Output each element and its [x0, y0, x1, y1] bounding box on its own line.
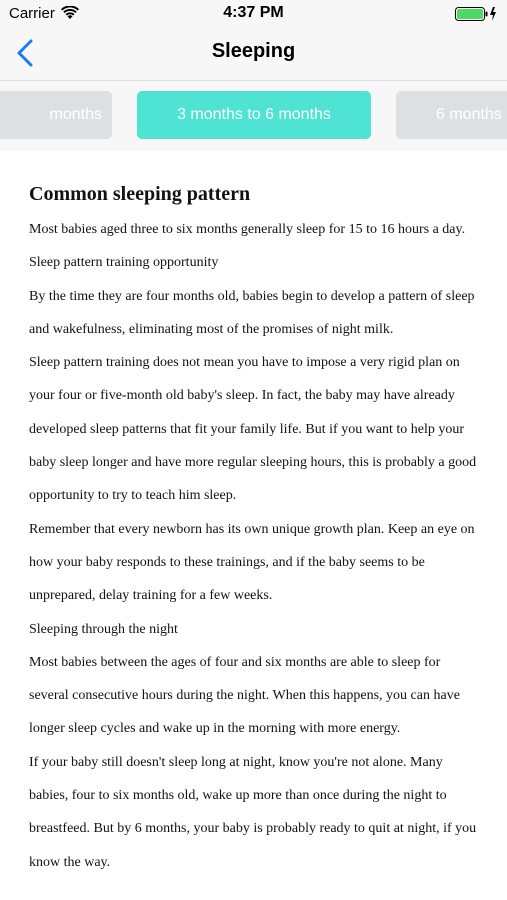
- tab-3-to-6-months[interactable]: 3 months to 6 months: [137, 91, 371, 139]
- article-paragraph: By the time they are four months old, babies begin to develop a pattern of sleep and wakefulness, eliminating most of the promises of night milk.: [29, 288, 475, 337]
- article-paragraph: Most babies aged three to six months generally sleep for 15 to 16 hours a day.: [29, 222, 466, 237]
- article-subheading: Sleeping through the night: [29, 621, 178, 637]
- battery-icon: [455, 6, 499, 27]
- page-title: Sleeping: [211, 40, 296, 62]
- article-content[interactable]: [0, 151, 507, 900]
- age-tabs: [0, 81, 507, 151]
- clock-time: 4:37 PM: [223, 4, 284, 21]
- navigation-bar: [0, 28, 507, 81]
- tab-0-to-3-months[interactable]: months: [0, 91, 112, 139]
- article-paragraph: Most babies between the ages of four and six months are able to sleep for several consecutive hours during the night. When this happens, you can have longer sleep cycles and wake up in the morning with more energy.: [29, 654, 460, 737]
- tab-6-months[interactable]: 6 months: [396, 91, 507, 139]
- status-bar: [0, 0, 507, 28]
- article-paragraph: If your baby still doesn't sleep long at night, know you're not alone. Many babies, four to six months old, wake up more than once during the night to breastfeed. But by 6 months, your baby is probably ready to quit at night, if you know the way.: [29, 754, 477, 870]
- carrier-label: Carrier: [9, 5, 55, 22]
- article-paragraph: Sleep pattern training does not mean you have to impose a very rigid plan on your four or five-month old baby's sleep. In fact, the baby may have already developed sleep patterns that fit your family life. But if you want to help your baby sleep longer and have more regular sleeping hours, this is probably a good opportunity to try to teach him sleep.: [29, 355, 477, 504]
- article-paragraph: Remember that every newborn has its own unique growth plan. Keep an eye on how your baby responds to these trainings, and if the baby seems to be unprepared, delay training for a few weeks.: [29, 521, 475, 604]
- article-heading: Common sleeping pattern: [29, 183, 251, 205]
- article: [29, 181, 481, 879]
- article-subheading: Sleep pattern training opportunity: [29, 255, 219, 271]
